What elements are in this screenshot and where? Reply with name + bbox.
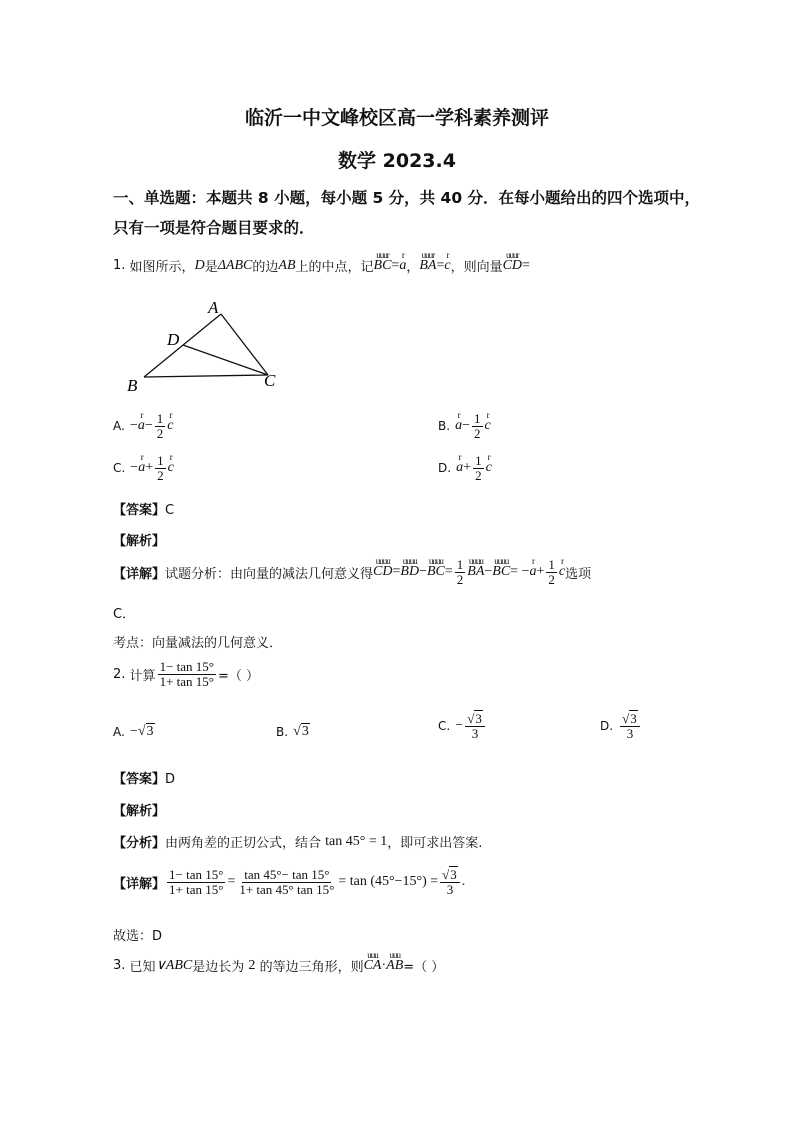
q2-answer: 【答案】D — [113, 772, 176, 787]
option-b[interactable]: B. r a − $\frac{1}{2}$ r c — [438, 410, 491, 441]
triangle-figure — [120, 296, 290, 396]
vector-bc: uuur BC — [373, 249, 392, 273]
question-1-stem: 1. 如图所示， D 是 ΔABC 的边 AB 上的中点，记 uuur BC = r a ， uuur BA = r c ，则向量 uuur CD = — [113, 249, 530, 275]
vector-c: r c — [444, 249, 451, 273]
q1-answer: 【答案】C — [113, 503, 175, 518]
section-header-line1: 一、单选题：本题共 8 小题，每小题 5 分，共 40 分．在每小题给出的四个选项中， — [113, 189, 701, 207]
q2-option-b[interactable]: B. √ 3 — [276, 723, 309, 739]
q2-detail: 【详解】 $\frac{1- \tan 15^\circ}{1+ \tan 15^\circ}$ = $\frac{\tan 45^\circ- \tan 15^\circ}{1+ \tan 45^\circ \tan 15^\circ}$ = tan (45°−15°) = $\frac{√3}{3}$ . — [113, 867, 466, 897]
option-a[interactable]: A. − r a − $\frac{1}{2}$ r c — [113, 410, 174, 441]
q1-detail: 【详解】 试题分析：由向量的减法几何意义得 uuuu CD = uuuu BD − uuuu BC = $\frac{1}{2}$ uuuu BA − uuuu BC = − r a + $\frac{1}{2}$ r c 选项 — [113, 556, 592, 587]
question-number: 1. — [113, 258, 126, 273]
vector-a: r a — [399, 249, 407, 273]
side-ab — [144, 314, 221, 377]
q1-analysis-tag: 【解析】 — [113, 534, 166, 549]
option-d[interactable]: D. r a + $\frac{1}{2}$ r c — [438, 452, 492, 483]
q1-detail-cont: C． — [113, 607, 136, 622]
vector-ba: uuur BA — [419, 249, 437, 273]
label-b: B — [127, 376, 138, 395]
label-c: C — [264, 371, 276, 390]
q2-fenxi: 【分析】 由两角差的正切公式，结合 tan 45° = 1 ，即可求出答案. — [113, 833, 483, 851]
question-2-stem: 2. 计算 $\frac{1- \tan 15^\circ}{1+ \tan 15^\circ}$ =（ ） — [113, 659, 260, 689]
side-bc — [144, 375, 268, 377]
page-title: 临沂一中文峰校区高一学科素养测评 — [244, 107, 549, 129]
side-ac — [221, 314, 268, 375]
vector-cd: uuur CD — [502, 249, 523, 273]
question-3-stem: 3. 已知 ∨ABC 是边长为 2 的等边三角形，则 uuu CA · uuu AB =（ ） — [113, 949, 445, 975]
median-cd — [183, 345, 268, 375]
section-header-line2: 只有一项是符合题目要求的． — [113, 219, 315, 237]
q2-analysis-tag: 【解析】 — [113, 804, 166, 819]
q1-kaodian: 考点：向量减法的几何意义． — [113, 636, 283, 651]
q2-option-a[interactable]: A. − √ 3 — [113, 723, 154, 739]
q2-option-c[interactable]: C. − $\frac{√3}{3}$ — [438, 712, 487, 740]
q2-option-d[interactable]: D. $\frac{√3}{3}$ — [600, 712, 642, 740]
page-subtitle: 数学 2023.4 — [338, 150, 456, 172]
q2-guxuan: 故选：D — [113, 929, 163, 944]
label-a: A — [208, 298, 219, 317]
option-c[interactable]: C. − r a + $\frac{1}{2}$ r c — [113, 452, 174, 483]
label-d: D — [167, 330, 180, 349]
